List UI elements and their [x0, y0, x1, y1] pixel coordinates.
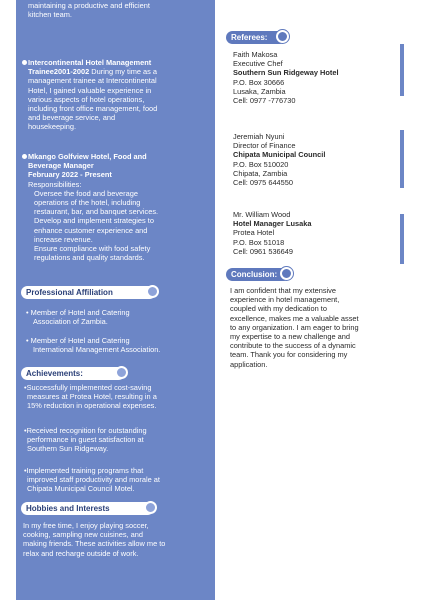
- text-line: During my time as a: [91, 67, 158, 77]
- text-line: 15% reduction in operational expenses.: [27, 401, 157, 411]
- text-line: kitchen team.: [28, 10, 72, 20]
- hobbies-text: [23, 521, 213, 558]
- hobbies-heading: [21, 502, 154, 515]
- text-line: International Management Association.: [33, 345, 161, 355]
- circle-icon: [280, 267, 293, 280]
- affiliation-heading: [21, 286, 156, 299]
- referee-organization: Chipata Municipal Council: [233, 150, 326, 160]
- text-line: Implemented training programs that: [26, 466, 144, 475]
- text-line: experience in hotel management,: [230, 295, 340, 305]
- bullet-dot-icon: [22, 154, 27, 159]
- referee-name: Mr. William Wood: [233, 210, 291, 219]
- section-heading-label: Professional Affiliation: [26, 288, 113, 297]
- text-line: Successfully implemented cost-saving: [26, 383, 152, 392]
- text-line: application.: [230, 359, 268, 369]
- conclusion-text: [230, 286, 406, 369]
- text-line: relax and recharge outside of work.: [23, 548, 139, 558]
- text-line: contribute to the success of a dynamic: [230, 341, 356, 351]
- text-line: regulations and quality standards.: [34, 253, 145, 263]
- bullet-dot-icon: [22, 60, 27, 65]
- referee-position: Director of Finance: [233, 141, 296, 151]
- referees-heading: [226, 31, 286, 44]
- affiliation-item: • Member of Hotel and Catering International Management Association.: [26, 336, 212, 354]
- affiliation-item: • Member of Hotel and Catering Association of Zambia.: [26, 308, 212, 326]
- text-line: In my free time, I enjoy playing soccer,: [23, 521, 149, 530]
- section-heading-label: Conclusion:: [231, 270, 278, 279]
- referee-address: P.O. Box 51018: [233, 237, 285, 247]
- text-line: Oversee the food and beverage: [34, 188, 138, 198]
- conclusion-heading: [226, 268, 290, 281]
- referee-card: [233, 210, 398, 256]
- text-line: Association of Zambia.: [33, 317, 108, 327]
- text-line: Ensure compliance with food safety: [34, 244, 151, 254]
- section-heading-label: Achievements:: [26, 369, 83, 378]
- text-line: operations of the hotel, including: [34, 198, 141, 208]
- text-line: enhance customer experience and: [34, 225, 148, 235]
- accent-bar: [400, 214, 404, 264]
- referee-card: [233, 132, 398, 187]
- text-line: coupled with my dedication to: [230, 304, 327, 314]
- achievement-item: •Implemented training programs that improved staff productivity and morale at Chipata Municipal Council Motel.: [24, 466, 212, 494]
- responsibilities-label: Responsibilities:: [28, 179, 82, 189]
- section-heading-label: Hobbies and Interests: [26, 504, 110, 513]
- text-line: measures at Protea Hotel, resulting in a: [27, 392, 157, 402]
- achievements-heading: [21, 367, 125, 380]
- text-line: performance in guest satisfaction at: [27, 435, 144, 445]
- experience-intro: [28, 1, 150, 19]
- job-dates: February 2022 - Present: [28, 170, 112, 180]
- referee-phone: Cell: 0977 -776730: [233, 96, 296, 106]
- text-line: Received recognition for outstanding: [26, 426, 147, 435]
- text-line: Member of Hotel and Catering: [30, 308, 130, 317]
- referee-card: [233, 50, 398, 105]
- referee-phone: Cell: 0975 644550: [233, 178, 293, 188]
- text-line: cooking, sampling new cuisines, and: [23, 530, 143, 540]
- text-line: I am confident that my extensive: [230, 286, 336, 295]
- text-line: various aspects of hotel operations,: [28, 94, 145, 104]
- text-line: to any organization. I am eager to bring: [230, 322, 359, 332]
- left-sidebar: [16, 0, 215, 600]
- job-title-dates: Trainee2001-2002: [28, 67, 90, 77]
- text-line: Chipata Municipal Council Motel.: [27, 484, 135, 494]
- text-line: maintaining a productive and efficient: [28, 1, 150, 10]
- circle-icon: [276, 30, 289, 43]
- responsibilities-list: [28, 189, 213, 263]
- job-title: Intercontinental Hotel Management: [28, 58, 152, 67]
- referee-name: Jeremiah Nyuni: [233, 132, 285, 141]
- referee-position: Hotel Manager Lusaka: [233, 219, 312, 229]
- referee-position: Executive Chef: [233, 59, 283, 69]
- text-line: Southern Sun Ridgeway.: [27, 444, 109, 454]
- circle-icon: [115, 366, 128, 379]
- accent-bar: [400, 44, 404, 96]
- experience-mkango: [28, 152, 213, 262]
- circle-icon: [144, 501, 157, 514]
- referee-address: P.O. Box 510020: [233, 159, 289, 169]
- text-line: improved staff productivity and morale at: [27, 475, 160, 485]
- referee-organization: Southern Sun Ridgeway Hotel: [233, 68, 339, 78]
- text-line: Member of Hotel and Catering: [30, 336, 130, 345]
- text-line: and beverage service, and: [28, 113, 116, 123]
- text-line: making friends. These activities allow me to: [23, 539, 166, 549]
- accent-bar: [400, 130, 404, 188]
- achievement-item: •Successfully implemented cost-saving measures at Protea Hotel, resulting in a 15% reduction in operational expenses.: [24, 383, 212, 411]
- section-heading-label: Referees:: [231, 33, 268, 42]
- text-line: Develop and implement strategies to: [34, 216, 154, 226]
- referee-address: Lusaka, Zambia: [233, 86, 286, 96]
- referee-name: Faith Makosa: [233, 50, 278, 59]
- referee-address: P.O. Box 30666: [233, 77, 285, 87]
- experience-intercontinental: [28, 58, 213, 132]
- text-line: management trainee at Intercontinental: [28, 76, 157, 86]
- referee-organization: Protea Hotel: [233, 228, 275, 238]
- text-line: Hotel, I gained valuable experience in: [28, 85, 152, 95]
- text-line: including front office management, food: [28, 104, 158, 114]
- text-line: my expertise to a new challenge and: [230, 332, 350, 342]
- referee-address: Chipata, Zambia: [233, 168, 288, 178]
- text-line: increase revenue.: [34, 234, 93, 244]
- text-line: team. Thank you for considering my: [230, 350, 348, 360]
- circle-icon: [146, 285, 159, 298]
- text-line: housekeeping.: [28, 122, 77, 132]
- text-line: excellence, makes me a valuable asset: [230, 313, 359, 323]
- achievement-item: •Received recognition for outstanding performance in guest satisfaction at Southern Sun Ridgeway.: [24, 426, 212, 454]
- referee-phone: Cell: 0961 536649: [233, 246, 293, 256]
- job-title: Beverage Manager: [28, 161, 94, 171]
- text-line: restaurant, bar, and banquet services.: [34, 207, 159, 217]
- job-title: Mkango Golfview Hotel, Food and: [28, 152, 147, 161]
